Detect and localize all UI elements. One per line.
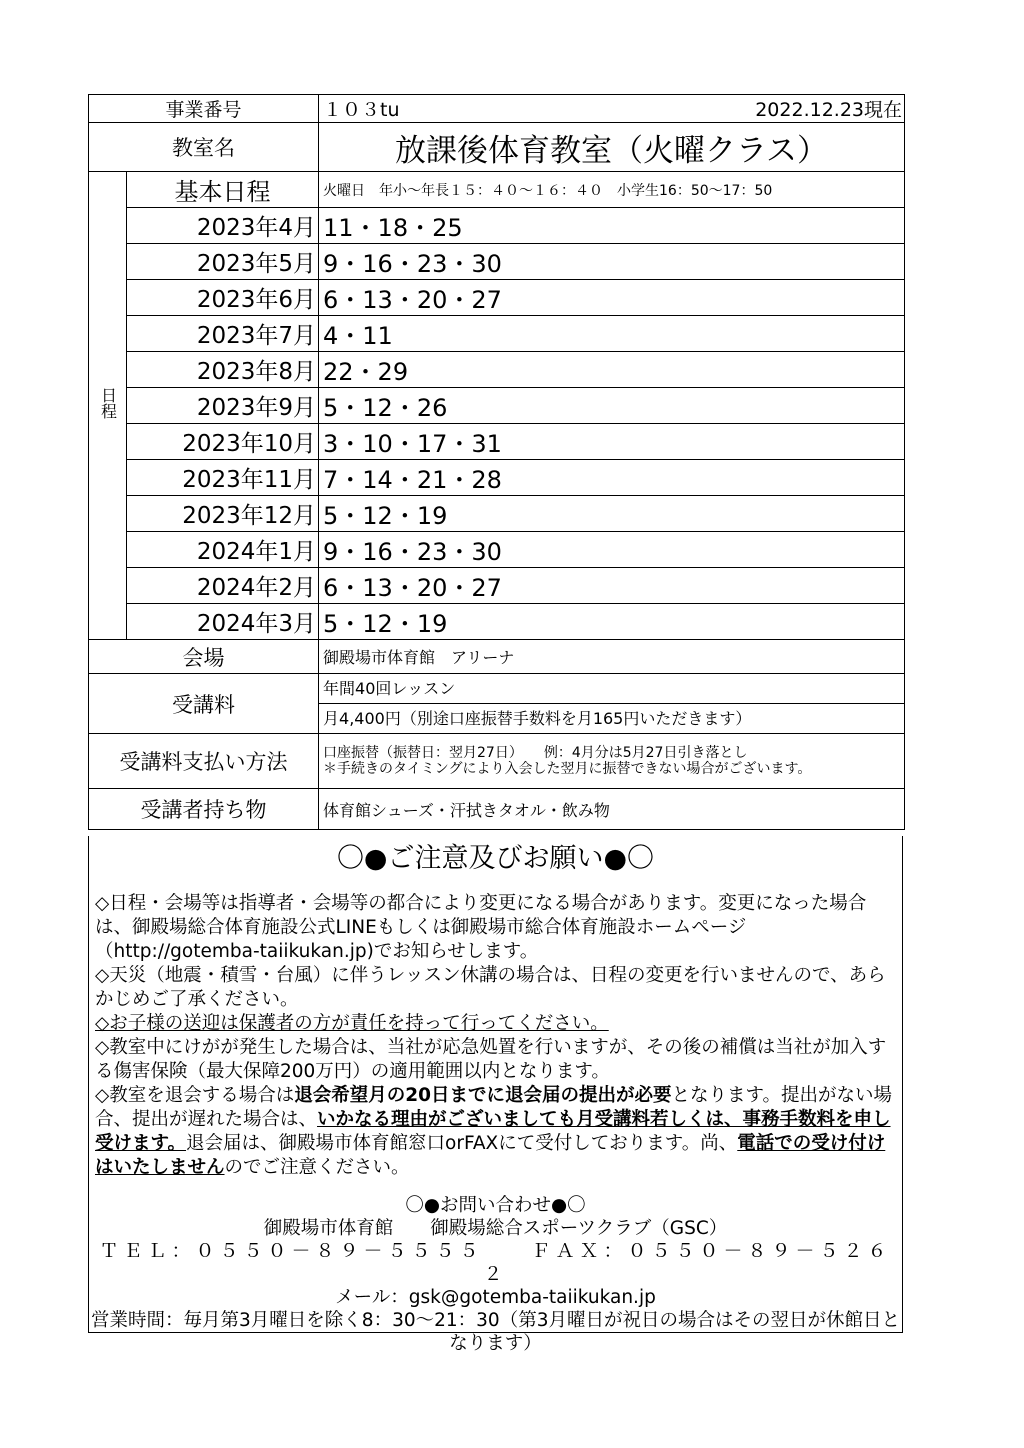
note-withdrawal: ◇教室を退会する場合は退会希望月の20日までに退会届の提出が必要となります。提出がない場合、提出が遅れた場合は、いかなる理由がございましても月受講料若しくは、事務手数料を申し受けます。退会届は、御殿場市体育館窓口orFAXにて受付しております。尚、電話での受け付けはいたしませんのでご注意ください。 xyxy=(95,1085,893,1178)
month-label: 2023年10月 xyxy=(127,424,319,460)
note-weather: ◇天災（地震・積雪・台風）に伴うレッスン休講の場合は、日程の変更を行いませんので、あらかじめご了承ください。 xyxy=(95,965,886,1010)
schedule-row xyxy=(89,244,905,280)
basic-schedule-label: 基本日程 xyxy=(127,172,319,208)
payment-label: 受講料支払い方法 xyxy=(89,734,319,789)
note-pickup: ◇お子様の送迎は保護者の方が責任を持って行ってください。 xyxy=(95,1013,609,1034)
payment-line-1: 口座振替（振替日：翌月27日） 例：4月分は5月27日引き落とし xyxy=(323,745,748,761)
month-label: 2023年11月 xyxy=(127,460,319,496)
basic-schedule-row xyxy=(89,172,905,208)
schedule-row xyxy=(89,460,905,496)
venue-label: 会場 xyxy=(89,640,319,674)
month-dates: 5・12・26 xyxy=(319,388,905,424)
month-dates: 7・14・21・28 xyxy=(319,460,905,496)
note-schedule-change: ◇日程・会場等は指導者・会場等の都合により変更になる場合があります。変更になった場合は、御殿場総合体育施設公式LINEもしくは御殿場市総合体育施設ホームページ（http://gotemba-taiikukan.jp)でお知らせします。 xyxy=(95,893,867,962)
month-dates: 5・12・19 xyxy=(319,604,905,640)
month-label: 2023年5月 xyxy=(127,244,319,280)
class-name-label: 教室名 xyxy=(89,123,319,172)
venue-row xyxy=(89,640,905,674)
fee-row xyxy=(89,674,905,734)
month-dates: 22・29 xyxy=(319,352,905,388)
fee-line-2: 月4,400円（別途口座振替手数料を月165円いただきます） xyxy=(319,703,904,733)
notes-title: 〇●ご注意及びお願い●〇 xyxy=(336,843,655,874)
month-label: 2023年4月 xyxy=(127,208,319,244)
month-label: 2023年9月 xyxy=(127,388,319,424)
belongings-value: 体育館シューズ・汗拭きタオル・飲み物 xyxy=(319,789,905,830)
contact-title: 〇●お問い合わせ●〇 xyxy=(405,1195,586,1216)
contact-email: メール：gsk@gotemba-taiikukan.jp xyxy=(335,1287,656,1308)
schedule-row xyxy=(89,424,905,460)
schedule-row xyxy=(89,208,905,244)
notes-body xyxy=(95,892,899,1180)
month-dates: 9・16・23・30 xyxy=(319,244,905,280)
payment-row xyxy=(89,734,905,789)
schedule-row xyxy=(89,496,905,532)
belongings-label: 受講者持ち物 xyxy=(89,789,319,830)
notes-box xyxy=(88,836,903,1354)
month-label: 2023年8月 xyxy=(127,352,319,388)
schedule-side-label: 日程 xyxy=(89,172,127,640)
month-label: 2024年2月 xyxy=(127,568,319,604)
month-dates: 4・11 xyxy=(319,316,905,352)
schedule-row xyxy=(89,568,905,604)
payment-line-2: ＊手続きのタイミングにより入会した翌月に振替できない場合がございます。 xyxy=(323,761,812,777)
class-name-value: 放課後体育教室（火曜クラス） xyxy=(319,123,905,172)
contact-block xyxy=(89,1194,902,1355)
basic-schedule-value: 火曜日 年小～年長１５：４０～１６：４０ 小学生16：50～17：50 xyxy=(319,172,905,208)
business-number-row xyxy=(89,95,905,123)
venue-value: 御殿場市体育館 アリーナ xyxy=(319,640,905,674)
month-dates: 3・10・17・31 xyxy=(319,424,905,460)
month-dates: 9・16・23・30 xyxy=(319,532,905,568)
schedule-row xyxy=(89,604,905,640)
schedule-row xyxy=(89,352,905,388)
fee-line-1: 年間40回レッスン xyxy=(323,679,456,698)
month-label: 2024年3月 xyxy=(127,604,319,640)
contact-tel-fax: ＴＥＬ：０５５０－８９－５５５５ ＦＡＸ：０５５０－８９－５２６２ xyxy=(99,1240,892,1285)
schedule-row xyxy=(89,316,905,352)
business-number-value: １０３tu xyxy=(323,99,400,121)
schedule-row xyxy=(89,280,905,316)
business-hours: 営業時間：毎月第3月曜日を除く8：30～21：30（第3月曜日が祝日の場合はその翌日が休館日となります） xyxy=(91,1310,900,1354)
class-info-sheet xyxy=(88,94,904,1354)
contact-orgs: 御殿場市体育館 御殿場総合スポーツクラブ（GSC） xyxy=(263,1218,728,1239)
month-label: 2023年6月 xyxy=(127,280,319,316)
schedule-row xyxy=(89,532,905,568)
schedule-row xyxy=(89,388,905,424)
month-label: 2023年7月 xyxy=(127,316,319,352)
business-number-label: 事業番号 xyxy=(89,95,319,123)
month-dates: 6・13・20・27 xyxy=(319,280,905,316)
class-name-row xyxy=(89,123,905,172)
as-of-date: 2022.12.23現在 xyxy=(755,99,903,121)
info-table xyxy=(88,94,905,830)
belongings-row xyxy=(89,789,905,830)
fee-label: 受講料 xyxy=(89,674,319,734)
month-label: 2024年1月 xyxy=(127,532,319,568)
month-dates: 5・12・19 xyxy=(319,496,905,532)
month-label: 2023年12月 xyxy=(127,496,319,532)
month-dates: 11・18・25 xyxy=(319,208,905,244)
note-injury: ◇教室中にけがが発生した場合は、当社が応急処置を行いますが、その後の補償は当社が加入する傷害保険（最大保障200万円）の適用範囲以内となります。 xyxy=(95,1037,887,1082)
month-dates: 6・13・20・27 xyxy=(319,568,905,604)
